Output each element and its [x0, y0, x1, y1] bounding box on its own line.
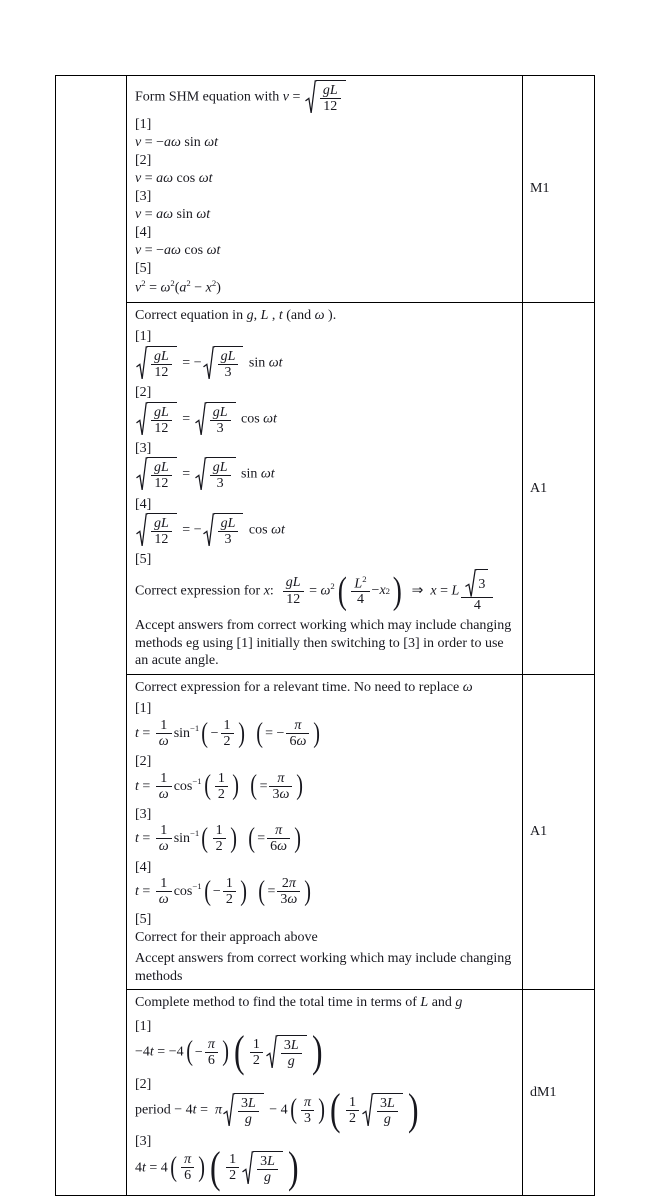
equation-math: gL 12 = − gL 3 sin ωt	[135, 346, 516, 380]
equation-line	[135, 1018, 516, 1070]
equation-math: v = aω sin ωt	[135, 206, 211, 222]
note-text: Accept answers from correct working which may include changing methods eg using [1] initially then switching to [3] in order to use an acute angle.	[135, 618, 512, 669]
equation-line	[135, 188, 516, 223]
equation-math: gL 12 = gL 3 cos ωt	[135, 402, 516, 436]
working-cell	[126, 990, 522, 1195]
equation-math: Correct for their approach above	[135, 929, 318, 945]
mark-cell	[522, 303, 594, 675]
equation-math: t = $\frac{1}{\omega}$ $\cos^{-1}$ ( − 1 2 ) ( = 2π 3ω )	[135, 876, 516, 907]
equation-tag: [4]	[135, 496, 152, 512]
radical-sign-icon	[204, 513, 214, 547]
equation-tag: [2]	[135, 1076, 152, 1092]
equation-line	[135, 700, 516, 749]
radical-sign-icon	[466, 569, 476, 598]
mark-label: A1	[530, 480, 548, 496]
row-title: Correct equation in g, L , t (and ω ).	[135, 307, 337, 323]
equation-tag: [4]	[135, 859, 152, 875]
equation-tag: [3]	[135, 806, 152, 822]
equation-tag: [2]	[135, 385, 152, 401]
radical-sign-icon	[196, 457, 206, 491]
mark-cell	[522, 76, 594, 303]
equation-tag: [5]	[135, 552, 152, 568]
row-title: Form SHM equation with v = gL 12	[135, 80, 516, 114]
equation-line	[135, 806, 516, 855]
equation-math: t = $\frac{1}{\omega}$ $\cos^{-1}$ ( 1 2 ) ( = π 3ω )	[135, 771, 516, 802]
radical-sign-icon	[137, 513, 147, 547]
radical-sign-icon	[196, 402, 206, 436]
equation-tag: [2]	[135, 153, 152, 169]
working-cell	[126, 303, 522, 675]
equation-line	[135, 753, 516, 802]
equation-math: t = $\frac{1}{\omega}$ $\sin^{-1}$ ( − 1 2 ) ( = − π 6ω )	[135, 718, 516, 749]
radical-sign-icon	[137, 346, 147, 380]
equation-tag: [1]	[135, 117, 152, 133]
mark-label: A1	[530, 824, 548, 840]
equation-line	[135, 1133, 516, 1185]
working-cell	[126, 76, 522, 303]
equation-math: v = −aω sin ωt	[135, 134, 219, 150]
equation-math: $v^2 = \omega^2(a^2 - x^2)$	[135, 277, 221, 296]
mark-cell	[522, 990, 594, 1195]
equation-math: v = −aω cos ωt	[135, 242, 221, 258]
radical-sign-icon	[224, 1093, 234, 1127]
row-title: Complete method to find the total time in terms of L and g	[135, 995, 463, 1011]
radical-sign-icon	[267, 1035, 277, 1069]
working-cell	[126, 675, 522, 990]
equation-tag: [1]	[135, 1018, 152, 1034]
equation-line	[135, 260, 516, 297]
equation-line	[135, 116, 516, 151]
equation-line	[135, 859, 516, 908]
equation-tag: [4]	[135, 225, 152, 241]
radical-sign-icon	[204, 346, 214, 380]
equation-tag: [5]	[135, 261, 152, 277]
equation-line	[135, 551, 516, 613]
equation-tag: [3]	[135, 440, 152, 456]
row-title: Correct expression for a relevant time. No need to replace ω	[135, 679, 473, 695]
equation-tag: [1]	[135, 701, 152, 717]
mark-scheme-table	[55, 75, 595, 1196]
equation-math: v = aω cos ωt	[135, 170, 213, 186]
equation-line	[135, 224, 516, 259]
equation-math: gL 12 = gL 3 sin ωt	[135, 457, 516, 491]
radical-sign-icon	[306, 80, 316, 114]
equation-math: period − 4t = π 3L g − 4 ( π 3 ) ( 1 2 3L g )	[135, 1093, 516, 1127]
equation-tag: [3]	[135, 189, 152, 205]
equation-line	[135, 384, 516, 436]
equation-line	[135, 328, 516, 380]
equation-tag: [1]	[135, 329, 152, 345]
mark-label: M1	[530, 181, 550, 197]
radical-sign-icon	[137, 402, 147, 436]
equation-tag: [3]	[135, 1134, 152, 1150]
mark-label: dM1	[530, 1084, 557, 1100]
equation-line	[135, 440, 516, 492]
equation-line	[135, 911, 516, 946]
note-text: Accept answers from correct working which may include changing methods	[135, 951, 512, 984]
mark-cell	[522, 675, 594, 990]
equation-math: Correct expression for x: $\frac{gL}{12}$ = $\omega^2$ ( $L^2$ 4 − x 2 ) ⇒ x = L $\frac{3}{4}$	[135, 569, 516, 614]
equation-math: t = $\frac{1}{\omega}$ $\sin^{-1}$ ( 1 2 ) ( = π 6ω )	[135, 823, 516, 854]
equation-math: 4t = 4 ( π 6 ) ( 1 2 3L g )	[135, 1151, 516, 1185]
equation-line	[135, 152, 516, 187]
equation-line	[135, 496, 516, 548]
equation-math: gL 12 = − gL 3 cos ωt	[135, 513, 516, 547]
equation-tag: [5]	[135, 912, 152, 928]
radical-sign-icon	[243, 1151, 253, 1185]
equation-line	[135, 1076, 516, 1128]
equation-tag: [2]	[135, 754, 152, 770]
radical-sign-icon	[137, 457, 147, 491]
radical-sign-icon	[363, 1093, 373, 1127]
question-number-cell	[56, 76, 126, 1195]
equation-math: −4t = −4 ( − π 6 ) ( 1 2 3L g )	[135, 1035, 516, 1069]
